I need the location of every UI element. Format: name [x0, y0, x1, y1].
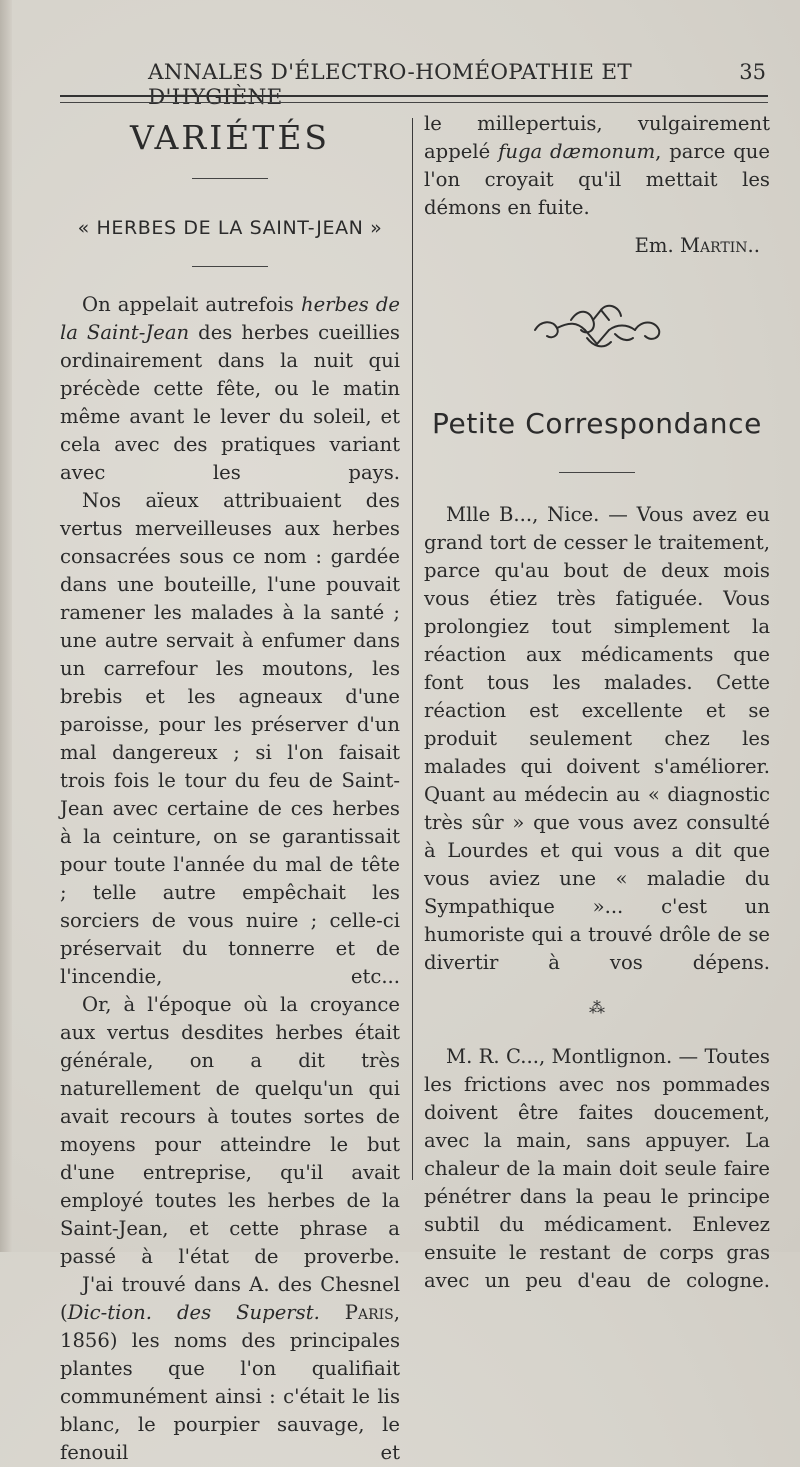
paragraph: On appelait autrefois herbes de la Saint-Jean des herbes cueillies ordinairement dans la nuit qui précède cette fête, ou le matin même avant le lever du soleil, et cela avec des pratiques variant avec les pays.	[60, 293, 400, 484]
floral-vignette-icon	[424, 290, 770, 370]
section-title: VARIÉTÉS	[129, 118, 331, 157]
paragraph: Nos aïeux attribuaient des vertus merveilleuses aux herbes consacrées sous ce nom : gardée dans une bouteille, l'une pouvait ramener les malades à la santé ; une autre servait à enfumer dans un carrefour les moutons, les brebis et les agneaux d'une paroisse, pour les préserver d'un mal dangereux ; si l'on faisait trois fois le tour du feu de Saint-Jean avec certaine de ces herbes à la ceinture, on se garantissait pour toute l'année du mal de tête ; telle autre empêchait les sorciers de vous nuire ; celle-ci préservait du tonnerre et de l'incendie, etc...	[60, 489, 400, 988]
paragraph-continued: le millepertuis, vulgairement appelé fuga dæmonum, parce que l'on croyait qu'il mettait les démons en fuite.	[424, 112, 771, 219]
letter-reply: M. R. C..., Montlignon. — Toutes les frictions avec nos pommades doivent être faites doucement, avec la main, sans appuyer. La chaleur de la main doit seule faire pénétrer dans la peau le principe subtil du médicament. Enlevez ensuite le restant de corps gras avec un peu d'eau de cologne.	[424, 1045, 770, 1292]
asterism: ⁂	[589, 998, 605, 1017]
letter-reply: Mlle B..., Nice. — Vous avez eu grand tort de cesser le traitement, parce qu'au bout de deux mois vous étiez très fatiguée. Vous prolongiez tout simplement la réaction aux médicaments que font tous les malades. Cette réaction est excellente et se produit seulement chez les malades qui doivent s'améliorer. Quant au médecin au « diagnostic très sûr » que vous avez consulté à Lourdes et qui vous a dit que vous aviez une « maladie du Sympathique »... c'est un humoriste qui a trouvé drôle de se divertir à vos dépens.	[424, 503, 770, 974]
correspondance-title: Petite Correspondance	[432, 407, 762, 440]
page-edge-shadow	[0, 0, 12, 1252]
right-column	[424, 110, 770, 1295]
left-column	[60, 110, 400, 1467]
page-number: 35	[739, 60, 766, 84]
author-signature: Em. Martin..	[634, 234, 760, 257]
paragraph: Or, à l'époque où la croyance aux vertus desdites herbes était générale, on a dit très naturellement de quelqu'un qui avait recours à toutes sortes de moyens pour atteindre le but d'une entreprise, qu'il avait employé toutes les herbes de la Saint-Jean, et cette phrase a passé à l'état de proverbe.	[60, 993, 400, 1268]
paragraph: J'ai trouvé dans A. des Chesnel (Dic-tion. des Superst. Paris, 1856) les noms des principales plantes que l'on qualifiait communément ainsi : c'était le lis blanc, le pourpier sauvage, le fenouil et	[60, 1273, 400, 1464]
header-double-rule	[60, 95, 768, 103]
journal-title: ANNALES D'ÉLECTRO-HOMÉOPATHIE ET D'HYGIÈNE	[148, 60, 632, 110]
column-divider	[412, 118, 413, 1180]
running-header	[60, 58, 770, 110]
article-title: « HERBES DE LA SAINT-JEAN »	[77, 217, 383, 239]
